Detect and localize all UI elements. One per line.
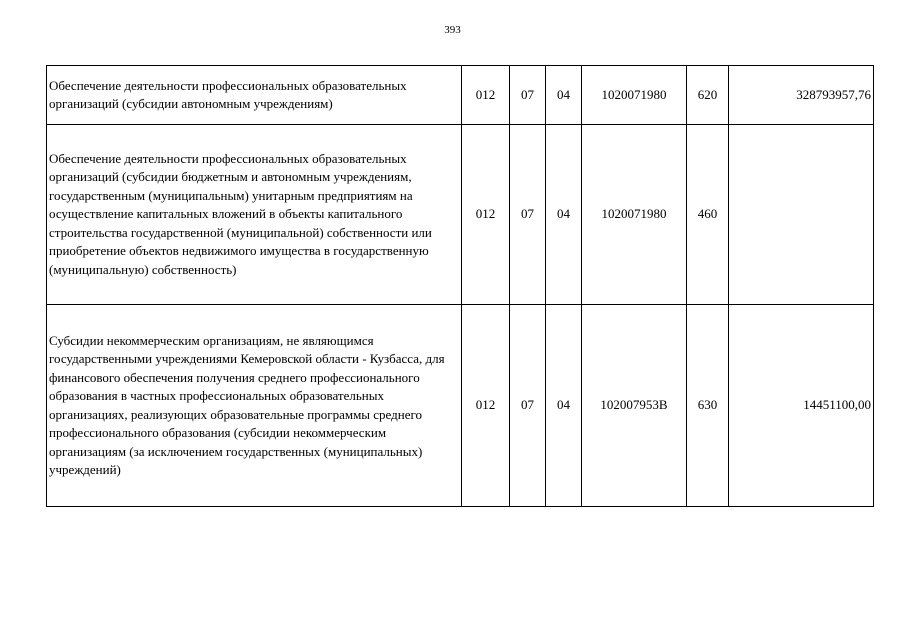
expense-type-code: 620 [687, 66, 729, 125]
subsection-code: 04 [546, 66, 582, 125]
section-code: 07 [510, 305, 546, 507]
page-number: 393 [444, 24, 461, 36]
ministry-code: 012 [462, 66, 510, 125]
subsection-code: 04 [546, 125, 582, 305]
subsection-code: 04 [546, 305, 582, 507]
target-article-code: 1020071980 [582, 125, 687, 305]
budget-table [46, 65, 874, 507]
section-code: 07 [510, 125, 546, 305]
ministry-code: 012 [462, 125, 510, 305]
row-description: Обеспечение деятельности профессиональных образовательных организаций (субсидии бюджетным и автономным учреждениям, государственным (муниципальным) унитарным предприятиям на осуществление капитальных вложений в объекты капитального строительства государственной (муниципальной) собственности или приобретение объектов недвижимого имущества в государственную (муниципальную) собственность) [47, 125, 462, 305]
ministry-code: 012 [462, 305, 510, 507]
table-row [47, 125, 874, 305]
table-row [47, 66, 874, 125]
amount-cell: 14451100,00 [729, 305, 874, 507]
table-row [47, 305, 874, 507]
expense-type-code: 460 [687, 125, 729, 305]
row-description: Субсидии некоммерческим организациям, не являющимся государственными учреждениями Кемеровской области - Кузбасса, для финансового обеспечения получения среднего профессионального образования в частных профессиональных образовательных организациях, реализующих образовательные программы среднего профессионального образования (субсидии некоммерческим организациям (за исключением государственных (муниципальных) учреждений) [47, 305, 462, 507]
section-code: 07 [510, 66, 546, 125]
target-article-code: 1020071980 [582, 66, 687, 125]
amount-cell: 328793957,76 [729, 66, 874, 125]
amount-cell [729, 125, 874, 305]
expense-type-code: 630 [687, 305, 729, 507]
row-description: Обеспечение деятельности профессиональных образовательных организаций (субсидии автономным учреждениям) [47, 66, 462, 125]
target-article-code: 102007953В [582, 305, 687, 507]
